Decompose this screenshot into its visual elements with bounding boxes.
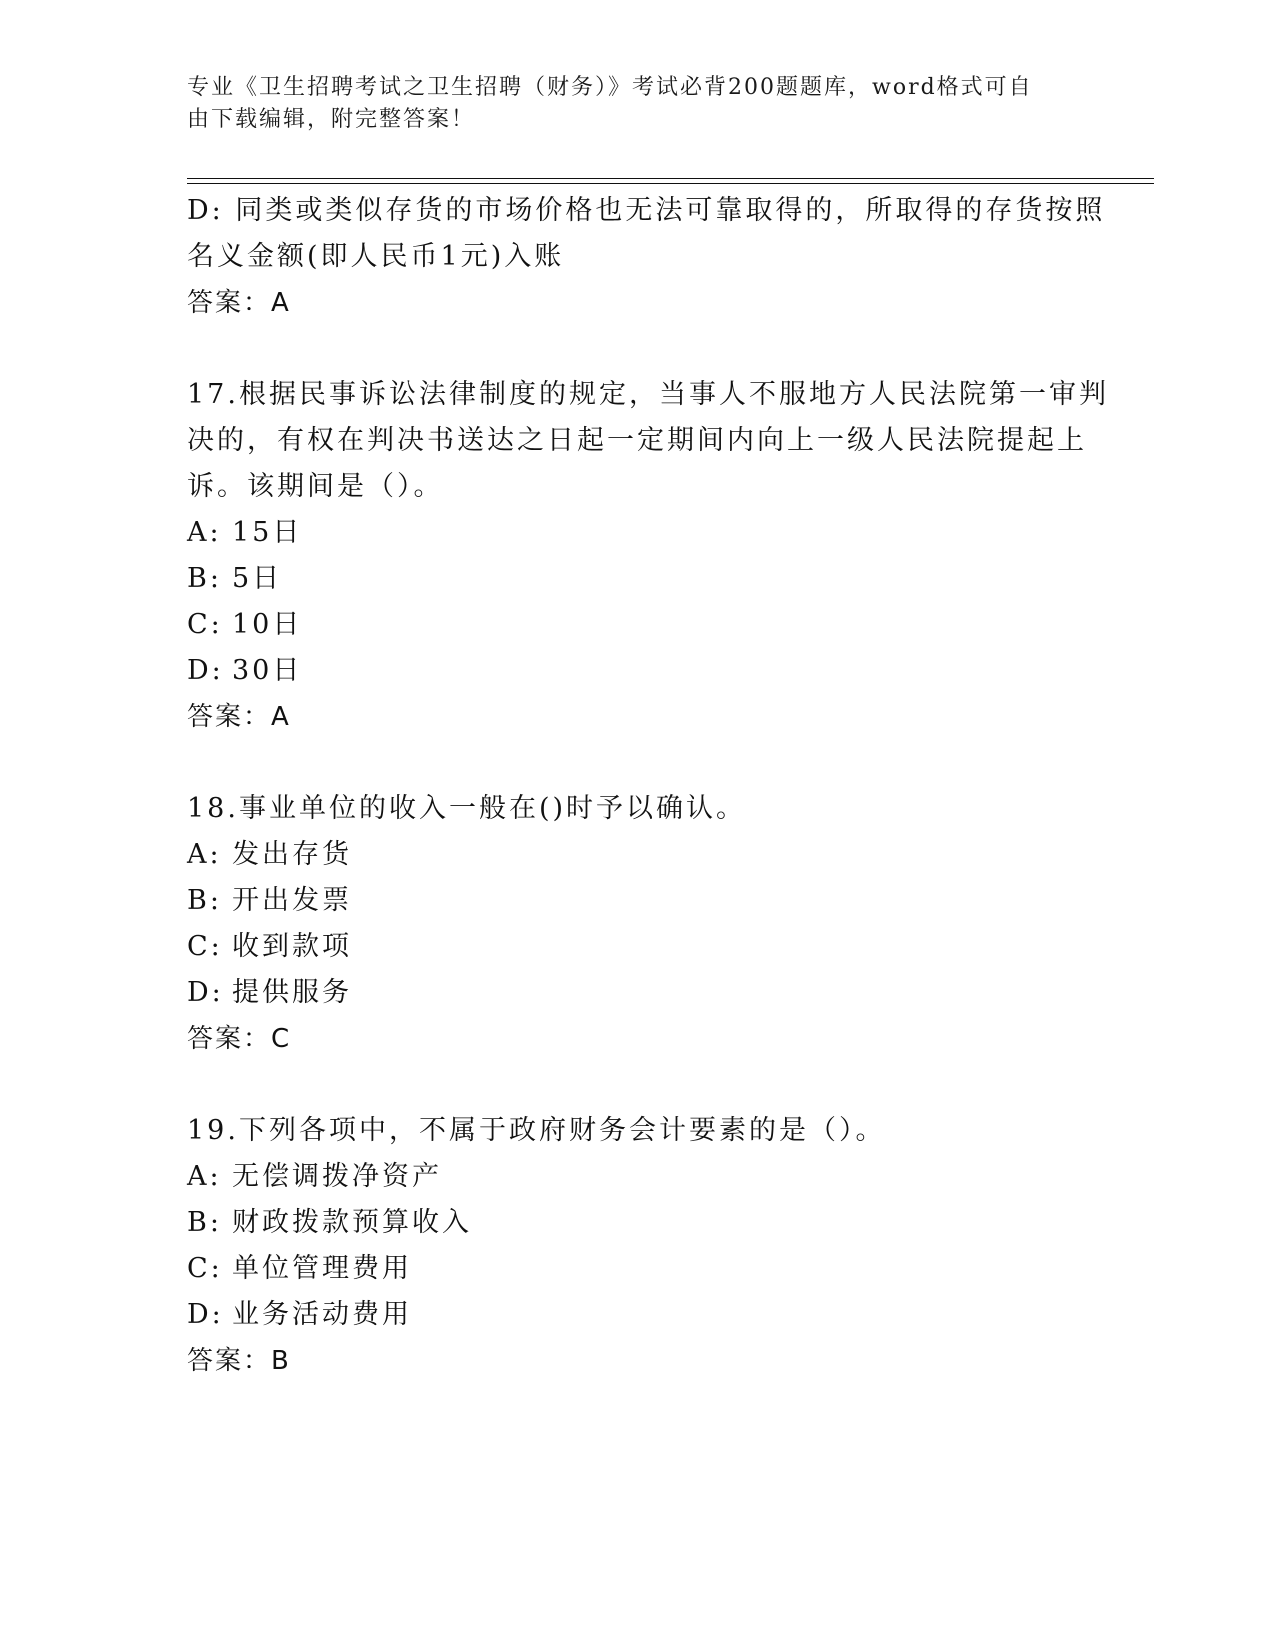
option-text: 单位管理费用 [232,1253,412,1284]
option-d [187,648,1087,694]
question-17 [187,372,1109,740]
header-line-2: 由下载编辑，附完整答案！ [187,107,476,132]
option-text: 提供服务 [232,977,352,1008]
document-body [187,188,1109,1384]
option-c [187,602,1087,648]
option-key: D: [187,655,224,686]
option-text: 收到款项 [232,931,352,962]
option-c [187,924,1087,970]
spacer [187,740,1087,786]
option-text: 5日 [232,563,283,594]
option-a [187,832,1087,878]
option-text: 无偿调拨净资产 [232,1161,442,1192]
spacer [187,326,1087,372]
question-stem-line: 17.根据民事诉讼法律制度的规定，当事人不服地方人民法院第一审判 [187,379,1109,410]
option-text: 30日 [232,655,303,686]
document-header [187,72,1067,136]
option-b [187,1200,1087,1246]
question-stem-line: 决的，有权在判决书送达之日起一定期间内向上一级人民法院提起上 [187,425,1087,456]
question-18 [187,786,1087,1062]
option-text: 开出发票 [232,885,352,916]
option-key: B: [187,1207,222,1238]
option-text: 10日 [232,609,303,640]
option-d [187,970,1087,1016]
option-key: A: [187,839,222,870]
option-key: D: [187,977,224,1008]
option-key: A: [187,1161,222,1192]
option-key: D: [187,1299,224,1330]
option-a [187,510,1087,556]
option-d [187,1292,1087,1338]
option-key: C: [187,609,223,640]
option-d-line-1: D: 同类或类似存货的市场价格也无法可靠取得的，所取得的存货按照 [187,195,1106,226]
question-19 [187,1108,1087,1384]
option-a [187,1154,1087,1200]
question-stem-line: 19.下列各项中，不属于政府财务会计要素的是（）。 [187,1115,886,1146]
option-key: C: [187,931,223,962]
spacer [187,1062,1087,1108]
answer-line: 答案：A [187,702,291,732]
option-d-line-2: 名义金额(即人民币1元)入账 [187,241,565,272]
header-line-1: 专业《卫生招聘考试之卫生招聘（财务）》考试必背200题题库，word格式可自 [187,75,1033,100]
answer-line: 答案：C [187,1024,292,1054]
option-key: B: [187,563,222,594]
option-b [187,556,1087,602]
option-text: 15日 [232,517,303,548]
option-key: C: [187,1253,223,1284]
header-divider-top [187,178,1154,179]
question-16-continuation [187,188,1106,326]
answer-line: 答案：A [187,288,291,318]
question-stem-line: 诉。该期间是（）。 [187,471,444,502]
option-text: 发出存货 [232,839,352,870]
option-b [187,878,1087,924]
option-c [187,1246,1087,1292]
option-key: A: [187,517,222,548]
question-stem-line: 18.事业单位的收入一般在()时予以确认。 [187,793,747,824]
header-divider-bottom [187,183,1154,184]
option-key: B: [187,885,222,916]
answer-line: 答案：B [187,1346,291,1376]
option-text: 业务活动费用 [232,1299,412,1330]
option-text: 财政拨款预算收入 [232,1207,472,1238]
